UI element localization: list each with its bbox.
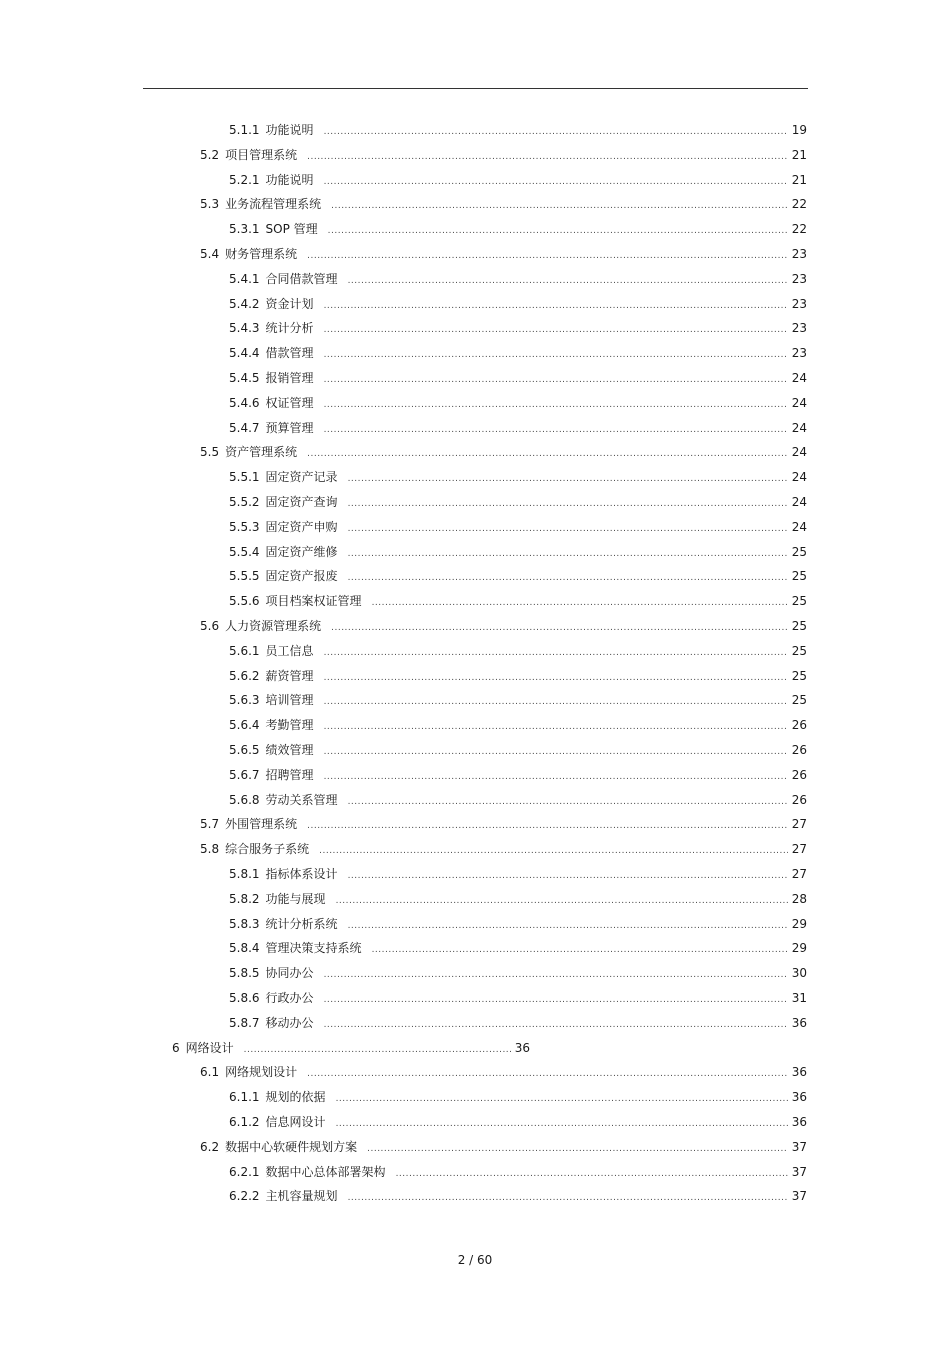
toc-entry[interactable]	[229, 592, 807, 610]
toc-entry-page: 25	[791, 693, 807, 708]
toc-entry[interactable]	[229, 1113, 807, 1131]
toc-entry[interactable]	[229, 716, 807, 734]
toc-leader-dots	[348, 272, 788, 290]
toc-entry-page: 36	[791, 1115, 807, 1129]
toc-entry-page: 25	[791, 569, 807, 584]
toc-entry-label	[229, 270, 338, 288]
toc-entry[interactable]	[229, 419, 807, 437]
toc-entry-page: 23	[791, 247, 807, 261]
toc-entry-page: 25	[791, 594, 807, 609]
toc-leader-dots	[307, 148, 788, 166]
toc-entry-label	[229, 939, 362, 957]
toc-entry-number: 6.1	[200, 1065, 220, 1080]
toc-entry[interactable]	[229, 468, 807, 486]
toc-leader-dots	[331, 197, 788, 215]
toc-entry-page: 36	[791, 1090, 807, 1105]
toc-entry-number: 5.4.7	[229, 420, 260, 435]
toc-entry-number: 5.4.3	[229, 321, 260, 336]
toc-entry-number: 5.4.1	[229, 271, 260, 286]
toc-entry-number: 5.4.4	[229, 346, 260, 361]
toc-entry-page: 23	[791, 321, 807, 336]
toc-entry-title: 预算管理	[265, 420, 314, 435]
toc-entry-number: 5.4.2	[229, 296, 260, 311]
toc-entry[interactable]	[229, 791, 807, 809]
toc-entry-page: 25	[791, 668, 807, 683]
toc-entry[interactable]	[200, 1063, 807, 1081]
toc-entry-number: 5.5.4	[229, 544, 260, 559]
toc-entry[interactable]	[172, 1039, 530, 1057]
toc-entry-label	[229, 369, 314, 387]
toc-entry-number: 5.3	[200, 197, 220, 212]
toc-entry-label	[229, 964, 314, 982]
toc-leader-dots	[244, 1041, 511, 1059]
toc-entry-number: 5.8.4	[229, 941, 260, 956]
toc-entry-page: 27	[791, 867, 807, 881]
toc-entry-page: 24	[791, 445, 807, 460]
toc-entry[interactable]	[200, 443, 807, 461]
toc-leader-dots	[336, 892, 788, 910]
toc-entry-title: 综合服务子系统	[225, 842, 310, 857]
toc-leader-dots	[367, 1140, 788, 1158]
toc-entry[interactable]	[200, 146, 807, 164]
toc-entry[interactable]	[229, 121, 807, 139]
toc-entry[interactable]	[229, 295, 807, 313]
toc-entry[interactable]	[200, 617, 807, 635]
toc-entry-title: 人力资源管理系统	[225, 619, 322, 633]
toc-entry[interactable]	[229, 964, 807, 982]
toc-entry-title: 固定资产维修	[265, 544, 338, 559]
toc-entry-page: 25	[791, 643, 807, 658]
toc-entry-label	[229, 295, 314, 313]
toc-entry[interactable]	[229, 939, 807, 957]
toc-entry-title: 固定资产查询	[265, 495, 338, 509]
toc-leader-dots	[324, 1016, 788, 1034]
toc-entry[interactable]	[200, 195, 807, 213]
toc-entry-page: 36	[791, 1015, 807, 1030]
toc-entry-page: 37	[791, 1164, 807, 1179]
toc-entry-number: 5.4.6	[229, 395, 260, 410]
toc-entry[interactable]	[229, 344, 807, 362]
toc-entry-title: 主机容量规划	[265, 1189, 338, 1204]
toc-entry[interactable]	[229, 518, 807, 536]
toc-entry-title: 网络设计	[185, 1040, 234, 1055]
toc-entry-title: 固定资产记录	[265, 470, 338, 485]
toc-entry-number: 5.8.6	[229, 991, 260, 1005]
toc-entry-number: 5.5.6	[229, 594, 260, 609]
toc-entry-page: 25	[791, 544, 807, 559]
toc-entry-title: 信息网设计	[265, 1115, 326, 1129]
toc-entry-page: 29	[791, 916, 807, 931]
toc-entry-number: 6.2.2	[229, 1189, 260, 1204]
toc-entry-number: 5.8.3	[229, 916, 260, 931]
toc-entry-title: 协同办公	[265, 966, 314, 981]
toc-entry-page: 37	[791, 1189, 807, 1204]
toc-entry-title: 资金计划	[265, 296, 314, 311]
toc-entry-page: 24	[791, 420, 807, 435]
toc-entry-label	[229, 419, 314, 437]
toc-entry[interactable]	[229, 220, 807, 238]
toc-entry-number: 5.8.1	[229, 867, 260, 881]
toc-entry[interactable]	[229, 1014, 807, 1032]
toc-entry-title: 功能说明	[265, 123, 314, 137]
toc-entry[interactable]	[229, 369, 807, 387]
toc-entry-title: 项目档案权证管理	[265, 594, 362, 609]
toc-entry-number: 5.4.5	[229, 371, 260, 385]
toc-entry-number: 5.6.7	[229, 767, 260, 782]
toc-entry-label	[200, 617, 321, 635]
toc-entry-page: 36	[514, 1040, 530, 1055]
toc-leader-dots	[348, 1189, 788, 1207]
toc-entry-page: 27	[791, 842, 807, 857]
toc-entry-label	[172, 1039, 234, 1057]
toc-entry-label	[200, 1063, 297, 1081]
toc-entry-number: 6.2	[200, 1139, 220, 1154]
toc-entry-label	[200, 146, 297, 164]
toc-entry[interactable]	[229, 915, 807, 933]
toc-entry-label	[229, 121, 314, 139]
toc-leader-dots	[307, 817, 788, 835]
toc-entry-title: 功能说明	[265, 172, 314, 187]
toc-entry[interactable]	[229, 890, 807, 908]
toc-leader-dots	[307, 1065, 788, 1083]
toc-leader-dots	[324, 173, 788, 191]
toc-leader-dots	[324, 123, 788, 141]
toc-entry-title: 固定资产申购	[265, 519, 338, 534]
toc-entry[interactable]	[229, 270, 807, 288]
toc-entry-page: 26	[791, 792, 807, 807]
toc-leader-dots	[307, 247, 788, 265]
toc-leader-dots	[348, 495, 788, 513]
toc-entry[interactable]	[229, 567, 807, 585]
toc-entry-title: 统计分析	[265, 321, 314, 336]
toc-entry-page: 26	[791, 743, 807, 757]
toc-entry-page: 30	[791, 966, 807, 981]
toc-leader-dots	[324, 321, 788, 339]
toc-entry-page: 21	[791, 147, 807, 162]
toc-entry[interactable]	[229, 766, 807, 784]
toc-entry-page: 24	[791, 395, 807, 410]
toc-entry-page: 24	[791, 519, 807, 534]
toc-entry-page: 23	[791, 271, 807, 286]
toc-entry-page: 24	[791, 470, 807, 485]
toc-entry[interactable]	[229, 1088, 807, 1106]
toc-entry-title: 招聘管理	[265, 767, 314, 782]
toc-entry-page: 23	[791, 346, 807, 361]
toc-entry-number: 5.6.2	[229, 668, 260, 683]
toc-entry-label	[229, 468, 338, 486]
toc-entry-page: 31	[791, 991, 807, 1005]
toc-entry-title: 借款管理	[265, 346, 314, 361]
toc-leader-dots	[324, 718, 788, 736]
toc-entry-number: 5.5.2	[229, 495, 260, 509]
toc-entry-label	[229, 865, 338, 883]
toc-leader-dots	[324, 693, 788, 711]
toc-entry-title: SOP 管理	[265, 222, 318, 237]
toc-entry-page: 25	[791, 619, 807, 633]
toc-entry-number: 5.6.3	[229, 693, 260, 708]
toc-leader-dots	[324, 346, 788, 364]
toc-entry-title: 功能与展现	[265, 891, 326, 906]
toc-entry[interactable]	[229, 1187, 807, 1205]
toc-entry-number: 5.5.3	[229, 519, 260, 534]
toc-entry-label	[229, 915, 338, 933]
toc-entry-label	[229, 791, 338, 809]
toc-leader-dots	[324, 396, 788, 414]
toc-entry[interactable]	[229, 642, 807, 660]
toc-entry-title: 数据中心软硬件规划方案	[225, 1139, 358, 1154]
toc-entry[interactable]	[229, 171, 807, 189]
toc-entry-label	[229, 592, 362, 610]
toc-leader-dots	[328, 222, 788, 240]
toc-entry-label	[229, 543, 338, 561]
toc-entry[interactable]	[229, 493, 807, 511]
toc-leader-dots	[324, 644, 788, 662]
toc-entry-label	[200, 840, 309, 858]
toc-leader-dots	[396, 1165, 788, 1183]
toc-entry-title: 网络规划设计	[225, 1065, 298, 1080]
toc-entry-page: 26	[791, 767, 807, 782]
toc-entry-title: 数据中心总体部署架构	[265, 1164, 386, 1179]
toc-entry-number: 5.6.1	[229, 643, 260, 658]
toc-entry-title: 统计分析系统	[265, 916, 338, 931]
toc-entry-label	[229, 691, 314, 709]
toc-leader-dots	[348, 793, 788, 811]
toc-entry-title: 行政办公	[265, 991, 314, 1005]
toc-entry-title: 绩效管理	[265, 743, 314, 757]
toc-entry-number: 5.8.5	[229, 966, 260, 981]
toc-entry-page: 28	[791, 891, 807, 906]
toc-entry-page: 19	[791, 123, 807, 137]
toc-entry-label	[229, 344, 314, 362]
toc-entry-number: 5.6	[200, 619, 220, 633]
toc-leader-dots	[348, 917, 788, 935]
toc-entry-label	[229, 667, 314, 685]
toc-entry[interactable]	[200, 840, 807, 858]
toc-entry-number: 6	[172, 1040, 180, 1055]
toc-entry-label	[229, 567, 338, 585]
toc-leader-dots	[324, 297, 788, 315]
toc-entry-number: 5.5.5	[229, 569, 260, 584]
toc-entry-number: 5.4	[200, 247, 220, 261]
toc-entry-number: 5.8.2	[229, 891, 260, 906]
toc-entry-title: 劳动关系管理	[265, 792, 338, 807]
toc-leader-dots	[372, 941, 788, 959]
toc-entry-title: 固定资产报废	[265, 569, 338, 584]
toc-entry-title: 业务流程管理系统	[225, 197, 322, 212]
toc-entry-title: 外围管理系统	[225, 817, 298, 832]
toc-entry-page: 26	[791, 718, 807, 733]
toc-entry-number: 5.6.4	[229, 718, 260, 733]
toc-entry-label	[229, 220, 318, 238]
toc-entry-page: 24	[791, 495, 807, 509]
toc-entry[interactable]	[229, 989, 807, 1007]
toc-leader-dots	[348, 520, 788, 538]
toc-entry-label	[200, 443, 297, 461]
toc-entry-label	[229, 493, 338, 511]
toc-entry-label	[229, 716, 314, 734]
toc-entry-page: 22	[791, 222, 807, 237]
toc-entry-label	[229, 766, 314, 784]
toc-entry-number: 5.5.1	[229, 470, 260, 485]
toc-entry-number: 5.2.1	[229, 172, 260, 187]
toc-leader-dots	[348, 470, 788, 488]
toc-entry-page: 22	[791, 197, 807, 212]
toc-entry-title: 指标体系设计	[265, 867, 338, 881]
toc-leader-dots	[372, 594, 788, 612]
toc-entry-title: 培训管理	[265, 693, 314, 708]
toc-entry-page: 23	[791, 296, 807, 311]
toc-entry[interactable]	[229, 394, 807, 412]
toc-leader-dots	[336, 1090, 788, 1108]
toc-entry-title: 考勤管理	[265, 718, 314, 733]
toc-leader-dots	[348, 545, 788, 563]
toc-entry-label	[200, 245, 297, 263]
toc-entry-title: 权证管理	[265, 395, 314, 410]
toc-entry-label	[229, 518, 338, 536]
toc-entry-label	[200, 815, 297, 833]
toc-entry-title: 规划的依据	[265, 1090, 326, 1105]
toc-entry-title: 财务管理系统	[225, 247, 298, 261]
toc-entry[interactable]	[229, 667, 807, 685]
toc-entry-number: 6.1.2	[229, 1115, 260, 1129]
toc-entry[interactable]	[229, 1163, 807, 1181]
toc-leader-dots	[324, 768, 788, 786]
toc-leader-dots	[319, 842, 788, 860]
toc-entry[interactable]	[229, 691, 807, 709]
toc-entry-number: 5.3.1	[229, 222, 260, 237]
toc-leader-dots	[331, 619, 788, 637]
toc-entry[interactable]	[200, 245, 807, 263]
toc-entry-label	[229, 1088, 326, 1106]
page-number: 2 / 60	[457, 1253, 493, 1267]
toc-entry[interactable]	[229, 543, 807, 561]
toc-leader-dots	[324, 421, 788, 439]
toc-leader-dots	[324, 966, 788, 984]
toc-entry[interactable]	[229, 865, 807, 883]
toc-entry-title: 项目管理系统	[225, 147, 298, 162]
toc-entry-page: 24	[791, 371, 807, 385]
toc-entry-label	[229, 1113, 326, 1131]
toc-entry-page: 37	[791, 1139, 807, 1154]
toc-entry[interactable]	[200, 815, 807, 833]
toc-entry-title: 管理决策支持系统	[265, 941, 362, 956]
toc-leader-dots	[307, 445, 788, 463]
toc-entry-title: 报销管理	[265, 371, 314, 385]
toc-leader-dots	[348, 867, 788, 885]
toc-leader-dots	[324, 743, 788, 761]
toc-entry-label	[229, 1187, 338, 1205]
toc-leader-dots	[336, 1115, 788, 1133]
toc-entry-page: 21	[791, 172, 807, 187]
toc-entry-label	[229, 171, 314, 189]
toc-entry-page: 27	[791, 817, 807, 832]
toc-entry-number: 5.1.1	[229, 123, 260, 137]
toc-entry-number: 5.8	[200, 842, 220, 857]
toc-entry-label	[200, 1138, 357, 1156]
toc-entry-label	[229, 890, 326, 908]
toc-entry-page: 29	[791, 941, 807, 956]
toc-entry[interactable]	[229, 319, 807, 337]
toc-entry[interactable]	[200, 1138, 807, 1156]
toc-entry-label	[229, 1014, 314, 1032]
toc-entry-label	[229, 989, 314, 1007]
header-rule	[143, 88, 808, 89]
toc-entry-page: 36	[791, 1065, 807, 1080]
toc-leader-dots	[324, 991, 788, 1009]
toc-leader-dots	[324, 669, 788, 687]
toc-entry-number: 6.1.1	[229, 1090, 260, 1105]
toc-entry-number: 5.2	[200, 147, 220, 162]
toc-entry-number: 5.7	[200, 817, 220, 832]
toc-entry-title: 员工信息	[265, 643, 314, 658]
toc-leader-dots	[348, 569, 788, 587]
toc-entry-number: 5.6.8	[229, 792, 260, 807]
toc-entry-title: 资产管理系统	[225, 445, 298, 460]
toc-leader-dots	[324, 371, 788, 389]
toc-entry-label	[229, 741, 314, 759]
toc-entry-number: 6.2.1	[229, 1164, 260, 1179]
toc-entry-title: 合同借款管理	[265, 271, 338, 286]
toc-entry-label	[229, 642, 314, 660]
toc-entry-number: 5.5	[200, 445, 220, 460]
toc-entry-label	[229, 319, 314, 337]
toc-entry-number: 5.8.7	[229, 1015, 260, 1030]
toc-entry-label	[229, 394, 314, 412]
toc-entry-number: 5.6.5	[229, 743, 260, 757]
toc-entry-label	[200, 195, 321, 213]
toc-entry-title: 移动办公	[265, 1015, 314, 1030]
toc-entry-title: 薪资管理	[265, 668, 314, 683]
toc-entry-label	[229, 1163, 386, 1181]
toc-entry[interactable]	[229, 741, 807, 759]
